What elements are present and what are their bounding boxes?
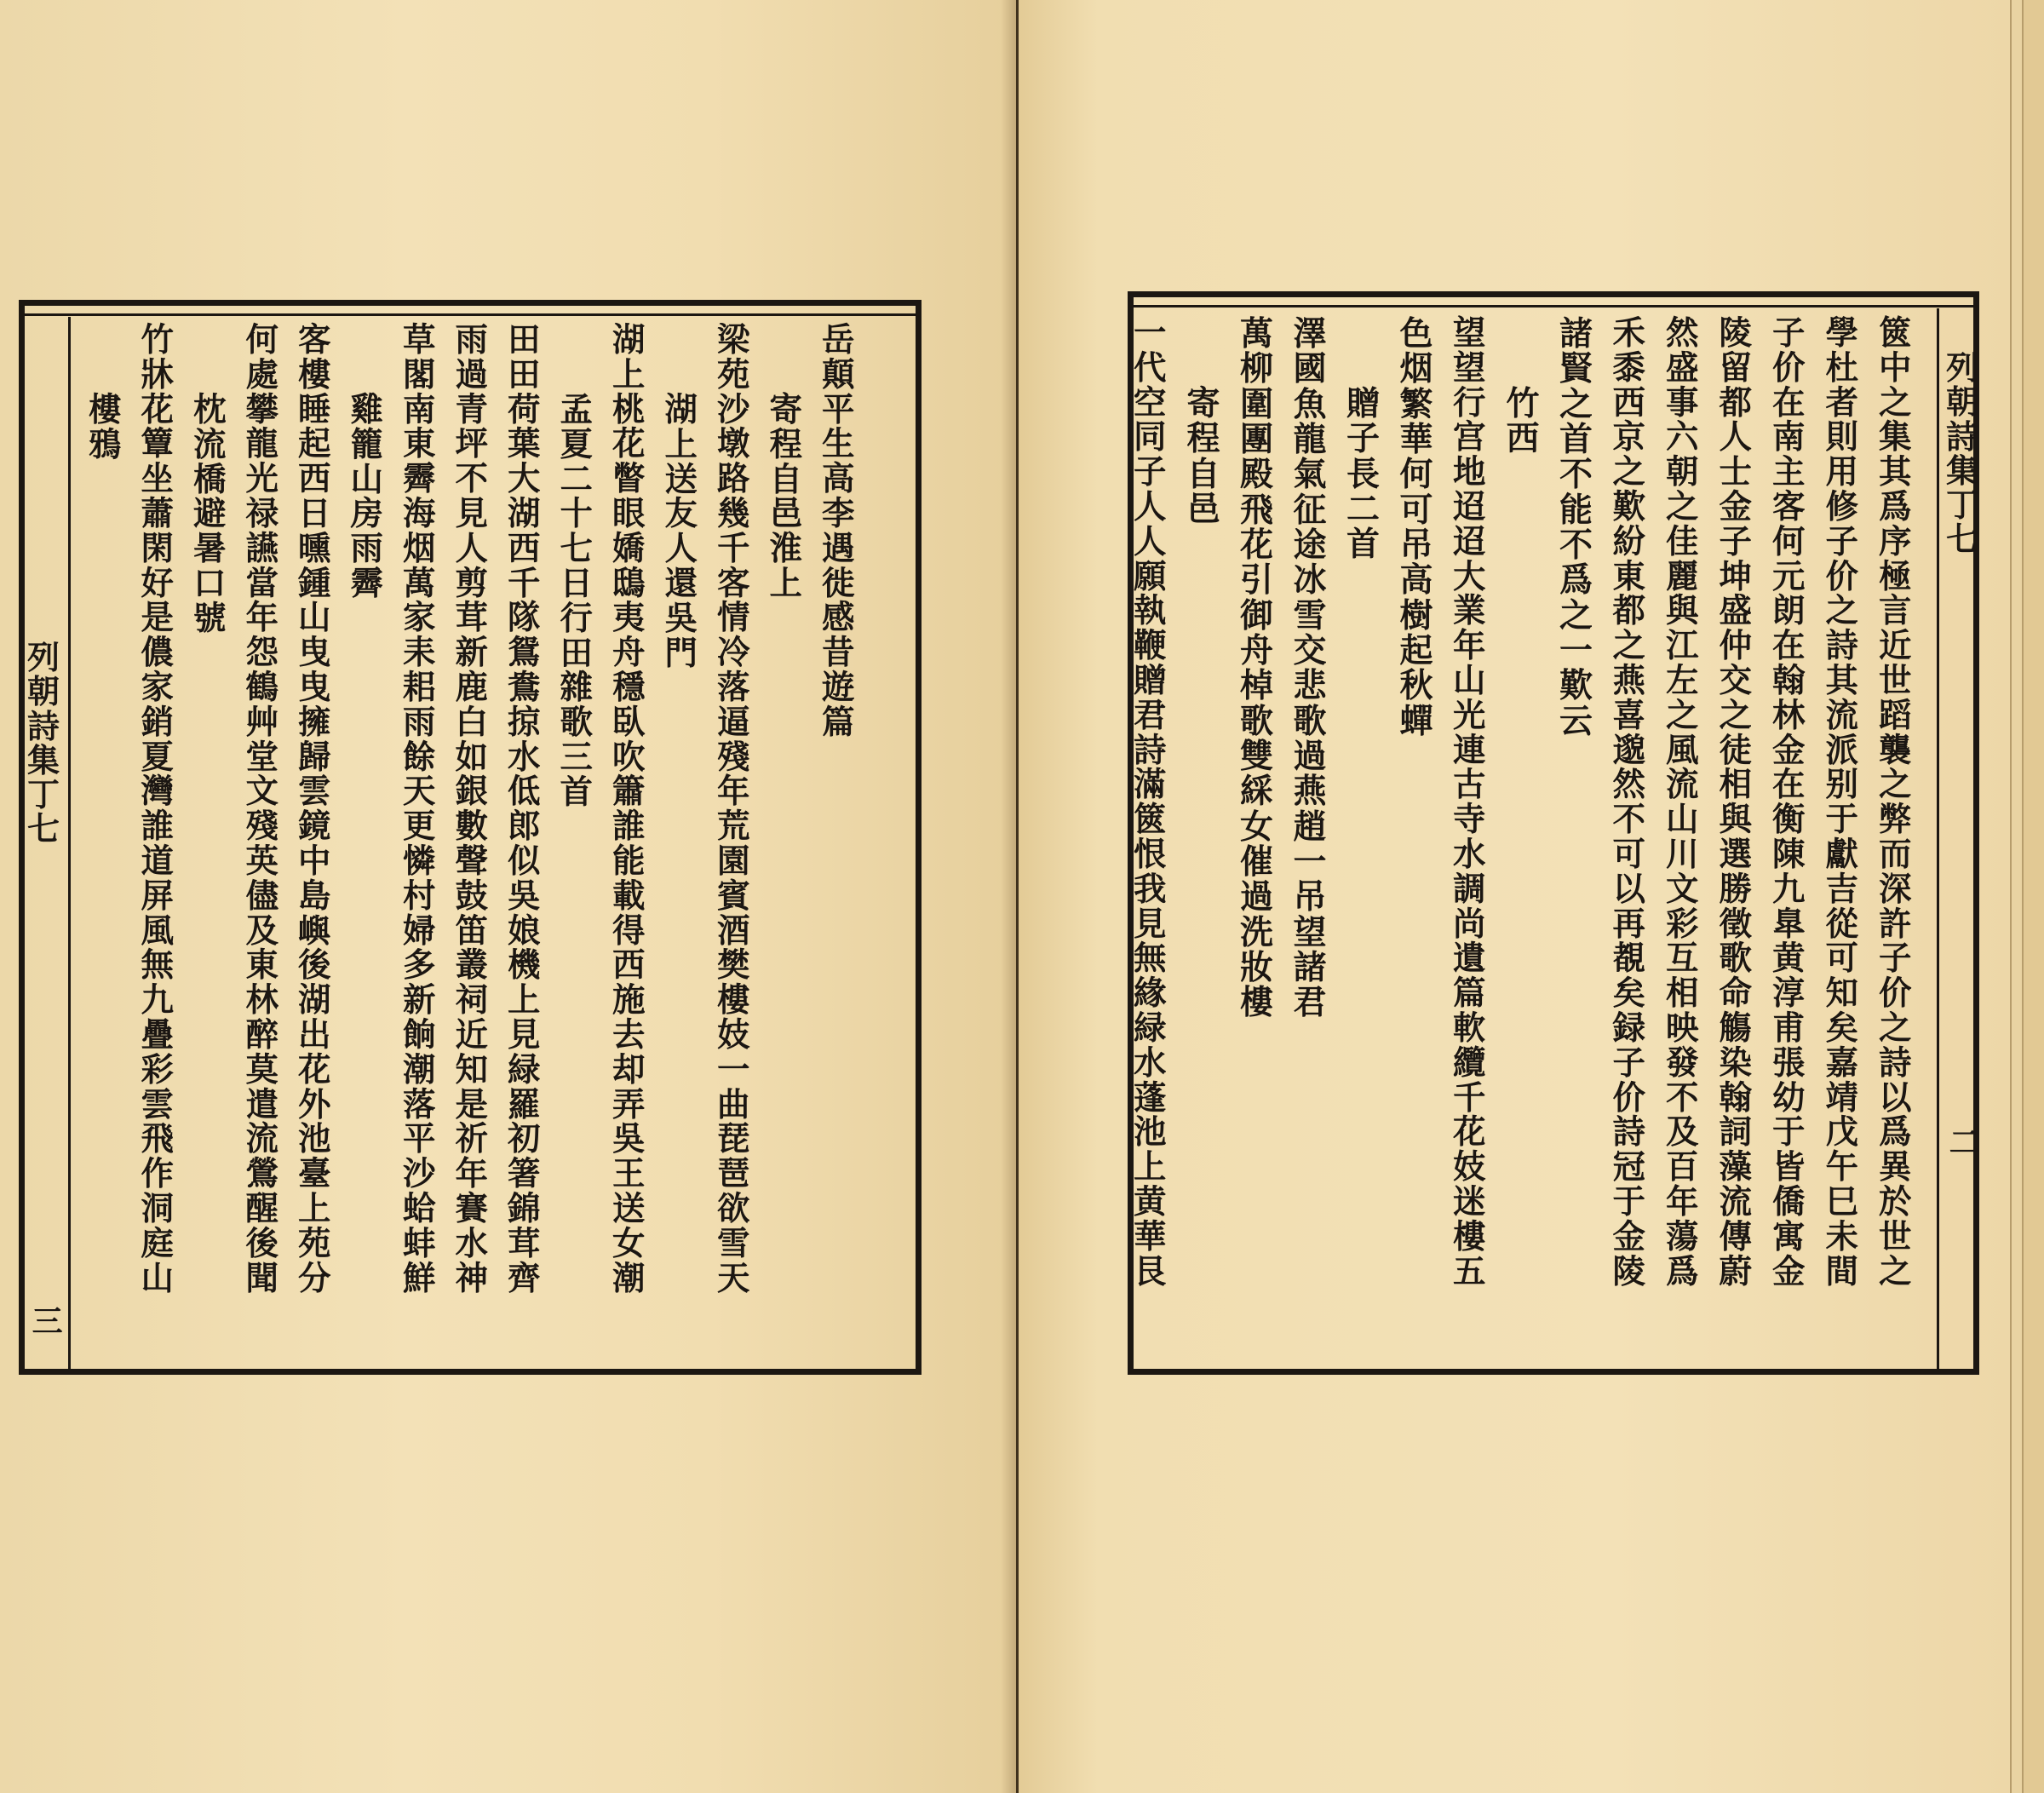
left-page xyxy=(0,0,1016,1793)
left-text-column: 雨 過 青 坪 不 見 人 剪 茸 新 鹿 白 如 銀 數 聲 鼓 笛 叢 祠 近 知 是 祈 年 賽 水 神 xyxy=(455,321,489,1298)
right-text-column: 澤 國 魚 龍 氣 征 途 冰 雪 交 悲 歌 過 燕 趙 一 吊 望 諸 君 xyxy=(1293,314,1327,1023)
right-text-column: 諸 賢 之 首 不 能 不 爲 之 一 歎 云 xyxy=(1559,314,1593,741)
left-text-column: 岳 顛 平 生 高 李 遇 徙 感 昔 遊 篇 xyxy=(822,321,855,742)
right-page xyxy=(1019,0,2010,1793)
page-edge-stack-2 xyxy=(2022,0,2044,1793)
right-text-column: 竹 西 xyxy=(1506,384,1540,459)
left-text-column: 孟 夏 二 十 七 日 行 田 雜 歌 三 首 xyxy=(560,391,594,812)
left-text-column: 雞 籠 山 房 雨 霽 xyxy=(350,391,384,603)
left-page-number: 三 xyxy=(27,1305,64,1336)
right-inner-rule xyxy=(1128,305,1979,307)
left-text-column: 草 閣 南 東 霽 海 烟 萬 家 耒 耜 雨 餘 天 更 憐 村 婦 多 新 餉 潮 落 平 沙 蛤 蚌 鮮 xyxy=(403,321,436,1298)
right-text-column: 篋 中 之 集 其 爲 序 極 言 近 世 蹈 襲 之 弊 而 深 許 子 价 之 詩 以 爲 異 於 世 之 xyxy=(1879,314,1912,1291)
right-text-column: 一 代 空 同 子 人 人 願 執 鞭 贈 君 詩 滿 篋 恨 我 見 無 緣 緑 水 蓬 池 上 黄 華 艮 xyxy=(1134,314,1167,1291)
right-text-column: 贈 子 長 二 首 xyxy=(1346,384,1381,565)
left-text-column: 客 樓 睡 起 西 日 曛 鍾 山 曳 曳 擁 歸 雲 鏡 中 島 嶼 後 湖 出 花 外 池 臺 上 苑 分 xyxy=(298,321,331,1298)
right-text-column: 萬 柳 圍 團 殿 飛 花 引 御 舟 棹 歌 雙 綵 女 催 過 洗 妝 樓 xyxy=(1240,314,1274,1023)
left-text-column: 何 處 攀 龍 光 禄 讌 當 年 怨 鶴 艸 堂 文 殘 英 儘 及 東 林 醉 莫 遣 流 鶯 醒 後 聞 xyxy=(245,321,279,1298)
right-text-column: 色 烟 繁 華 何 可 吊 高 樹 起 秋 蟬 xyxy=(1399,314,1433,741)
left-page-margin xyxy=(19,317,71,1370)
right-page-number: 二 xyxy=(1944,1126,1981,1157)
left-margin-title: 列 朝 詩 集 丁 七 xyxy=(27,638,60,848)
left-inner-rule xyxy=(19,313,922,316)
right-text-column: 然 盛 事 六 朝 之 佳 麗 與 江 左 之 風 流 山 川 文 彩 互 相 映 發 不 及 百 年 蕩 爲 xyxy=(1666,314,1699,1291)
right-margin-title: 列 朝 詩 集 丁 七 xyxy=(1946,348,1979,559)
right-text-column: 禾 黍 西 京 之 歎 紛 東 都 之 燕 喜 邈 然 不 可 以 再 覩 矣 録 子 价 詩 冠 于 金 陵 xyxy=(1612,314,1646,1291)
right-text-column: 學 杜 者 則 用 修 子 价 之 詩 其 流 派 别 于 獻 吉 從 可 知 矣 嘉 靖 戊 午 巳 未 間 xyxy=(1825,314,1859,1291)
left-text-column: 湖 上 桃 花 瞥 眼 嬌 鴟 夷 舟 穩 臥 吹 簫 誰 能 載 得 西 施 去 却 弄 吳 王 送 女 潮 xyxy=(612,321,646,1298)
right-text-column: 望 望 行 宫 地 迢 迢 大 業 年 山 光 連 古 寺 水 調 尚 遺 篇 軟 纜 千 花 妓 迷 樓 五 xyxy=(1453,314,1486,1291)
left-text-column: 湖 上 送 友 人 還 吳 門 xyxy=(664,391,698,673)
right-page-margin xyxy=(1937,308,1980,1371)
left-text-column: 寄 程 自 邑 淮 上 xyxy=(769,391,803,603)
left-text-column: 梁 苑 沙 墩 路 幾 千 客 情 冷 落 逼 殘 年 荒 園 賓 酒 樊 樓 妓 一 曲 琵 琶 欲 雪 天 xyxy=(717,321,750,1298)
right-text-column: 寄 程 自 邑 xyxy=(1186,384,1220,529)
left-text-column: 竹 牀 花 簟 坐 蕭 閑 好 是 儂 家 銷 夏 灣 誰 道 屏 風 無 九 疊 彩 雲 飛 作 洞 庭 山 xyxy=(141,321,175,1298)
right-text-column: 子 价 在 南 主 客 何 元 朗 在 翰 林 金 在 衡 陳 九 臯 黄 淳 甫 張 幼 于 皆 僑 寓 金 xyxy=(1772,314,1806,1291)
right-text-column: 陵 留 都 人 士 金 子 坤 盛 仲 交 之 徒 相 與 選 勝 徵 歌 命 觴 染 翰 詞 藻 流 傳 蔚 xyxy=(1719,314,1753,1291)
left-text-column: 樓 鴉 xyxy=(89,391,122,464)
left-text-column: 枕 流 橋 避 暑 口 號 xyxy=(193,391,227,638)
left-text-column: 田 田 荷 葉 大 湖 西 千 隊 鴛 鴦 掠 水 低 郎 似 吳 娘 機 上 見 緑 羅 初 箸 錦 茸 齊 xyxy=(508,321,541,1298)
